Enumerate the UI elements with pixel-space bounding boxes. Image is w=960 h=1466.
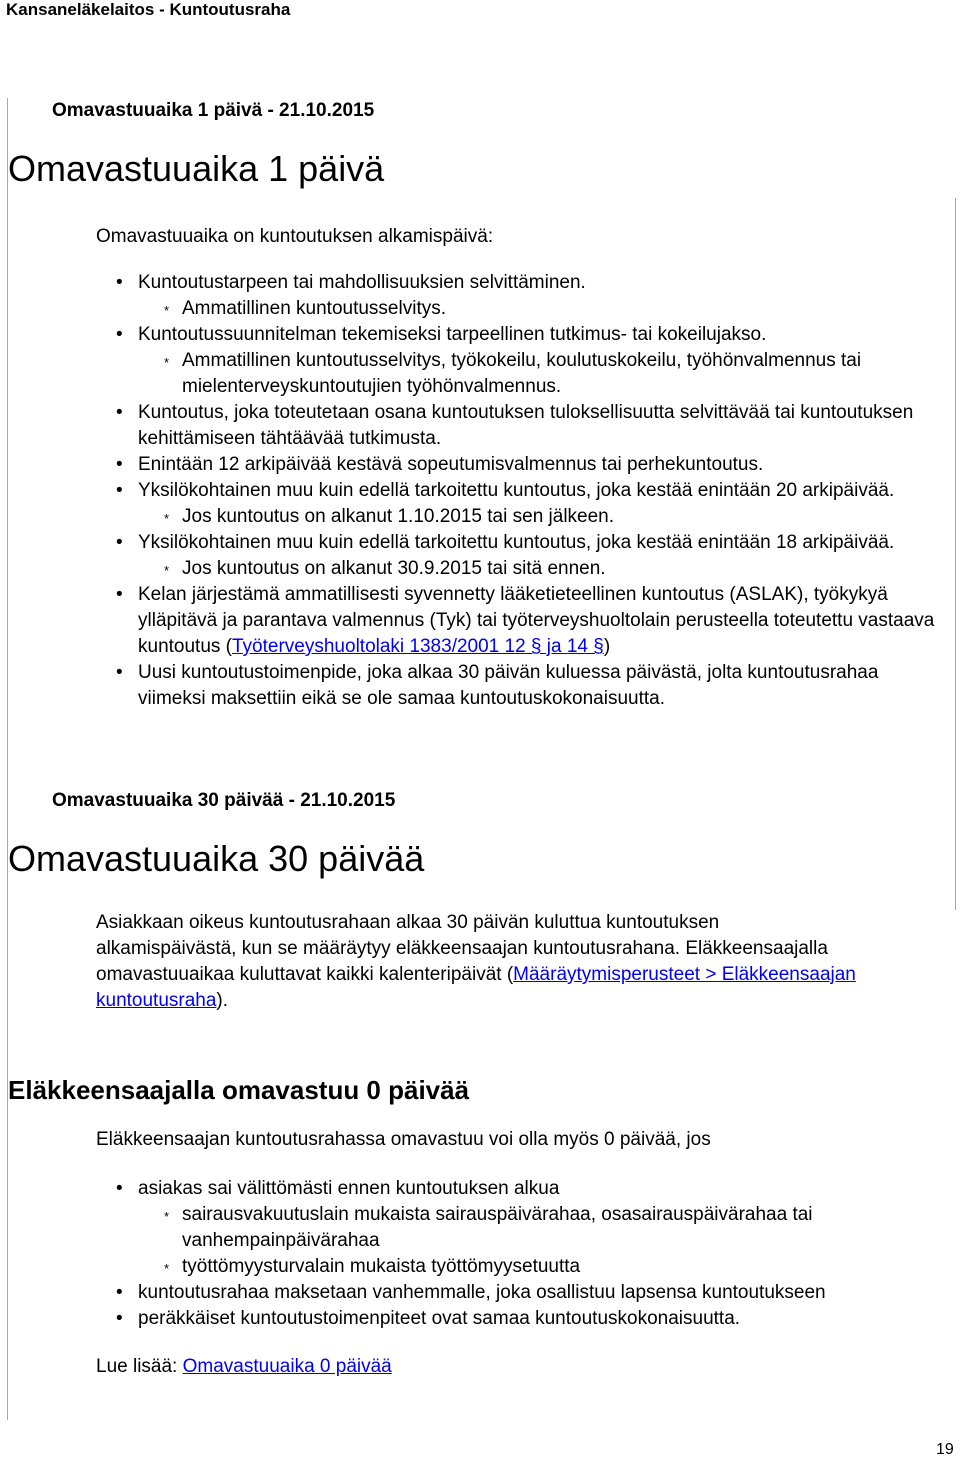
list-item: • Yksilökohtainen muu kuin edellä tarkoitettu kuntoutus, joka kestää enintään 20 arkipäivää. — [96, 478, 946, 504]
section1-subtitle: Omavastuuaika 1 päivä - 21.10.2015 — [52, 100, 375, 121]
section3-title: Eläkkeensaajalla omavastuu 0 päivää — [8, 1075, 470, 1105]
margin-line-left — [7, 98, 8, 1420]
section1-title: Omavastuuaika 1 päivä — [8, 148, 385, 189]
sub-list-item: * Jos kuntoutus on alkanut 30.9.2015 tai sitä ennen. — [96, 556, 946, 582]
section2-paragraph: Asiakkaan oikeus kuntoutusrahaan alkaa 30 päivän kuluttua kuntoutuksen alkamispäivästä, kun se määräytyy eläkkeensaajan kuntoutusrahana. Eläkkeensaajalla omavastuuaikaa kuluttavat kaikki kalenteripäivät (Määräytymisperusteet > Eläkkeensaajan kuntoutusraha). — [96, 912, 856, 1011]
section3-list — [96, 1176, 916, 1332]
page-number: 19 — [936, 1441, 954, 1458]
section2-title: Omavastuuaika 30 päivää — [8, 838, 425, 879]
read-more-label: Lue lisää: — [96, 1356, 178, 1377]
read-more-link[interactable]: Omavastuuaika 0 päivää — [182, 1356, 392, 1377]
list-item: • Uusi kuntoutustoimenpide, joka alkaa 30 päivän kuluessa päivästä, jolta kuntoutusrahaa viimeksi maksettiin eikä se ole samaa kuntoutuskokonaisuutta. — [96, 660, 946, 712]
section1-list — [96, 270, 946, 712]
sub-list-item: * sairausvakuutuslain mukaista sairauspäivärahaa, osasairauspäivärahaa tai vanhempainpäivärahaa — [96, 1202, 916, 1254]
law-link[interactable]: Työterveyshuoltolaki 1383/2001 12 § ja 14 § — [232, 636, 604, 657]
list-item: • Enintään 12 arkipäivää kestävä sopeutumisvalmennus tai perhekuntoutus. — [96, 452, 946, 478]
list-item: • kuntoutusrahaa maksetaan vanhemmalle, joka osallistuu lapsensa kuntoutukseen — [96, 1280, 916, 1306]
list-item: • peräkkäiset kuntoutustoimenpiteet ovat samaa kuntoutuskokonaisuutta. — [96, 1306, 916, 1332]
list-item: • Yksilökohtainen muu kuin edellä tarkoitettu kuntoutus, joka kestää enintään 18 arkipäivää. — [96, 530, 946, 556]
list-item: • Kuntoutus, joka toteutetaan osana kuntoutuksen tuloksellisuutta selvittävää tai kuntoutuksen kehittämiseen tähtäävää tutkimusta. — [96, 400, 946, 452]
list-item: • Kelan järjestämä ammatillisesti syvennetty lääketieteellinen kuntoutus (ASLAK), työkykyä ylläpitävä ja parantava valmennus (Tyk) tai työterveyshuoltolain perusteella toteutettu vastaava kuntoutus (Työterveyshuoltolaki 1383/2001 12 § ja 14 §) — [96, 582, 946, 660]
list-item: • Kuntoutussuunnitelman tekemiseksi tarpeellinen tutkimus- tai kokeilujakso. — [96, 322, 946, 348]
sub-list-item: * työttömyysturvalain mukaista työttömyysetuutta — [96, 1254, 916, 1280]
document-header: Kansaneläkelaitos - Kuntoutusraha — [6, 0, 291, 19]
read-more-line — [96, 1354, 392, 1380]
section2-subtitle: Omavastuuaika 30 päivää - 21.10.2015 — [52, 790, 396, 811]
list-item: • Kuntoutustarpeen tai mahdollisuuksien selvittäminen. — [96, 270, 946, 296]
list-item: • asiakas sai välittömästi ennen kuntoutuksen alkua — [96, 1176, 916, 1202]
determination-basis-link[interactable]: Määräytymisperusteet > Eläkkeensaajan kuntoutusraha — [96, 964, 856, 1011]
section3-intro: Eläkkeensaajan kuntoutusrahassa omavastuu voi olla myös 0 päivää, jos — [96, 1129, 711, 1150]
sub-list-item: * Ammatillinen kuntoutusselvitys. — [96, 296, 946, 322]
sub-list-item: * Ammatillinen kuntoutusselvitys, työkokeilu, koulutuskokeilu, työhönvalmennus tai mielenterveyskuntoutujien työhönvalmennus. — [96, 348, 946, 400]
margin-line-right — [955, 198, 956, 910]
sub-list-item: * Jos kuntoutus on alkanut 1.10.2015 tai sen jälkeen. — [96, 504, 946, 530]
section1-intro: Omavastuuaika on kuntoutuksen alkamispäivä: — [96, 226, 494, 247]
